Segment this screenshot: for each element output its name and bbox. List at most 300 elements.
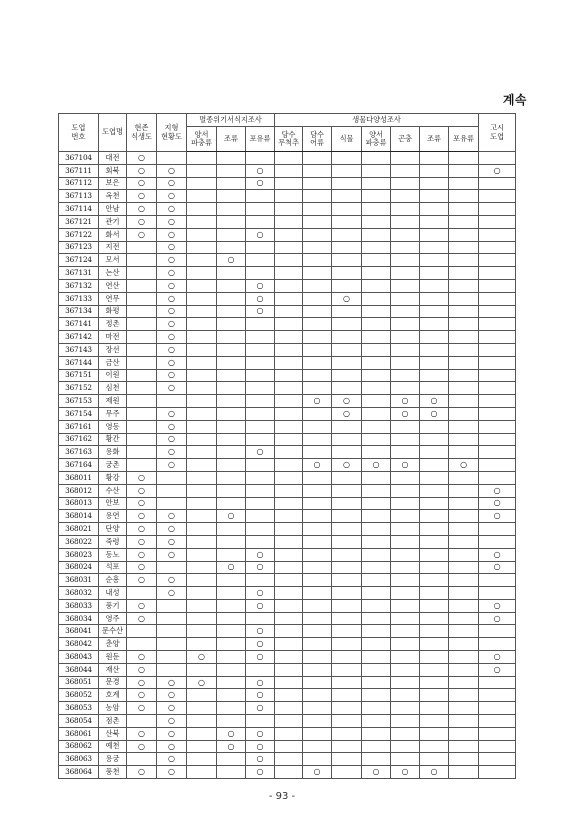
empty-cell <box>187 331 217 344</box>
check-mark-cell: ○ <box>127 689 157 702</box>
map-name-cell: 용궁 <box>99 753 127 766</box>
empty-cell <box>332 740 362 753</box>
empty-cell <box>246 190 275 203</box>
check-mark-cell: ○ <box>157 753 187 766</box>
empty-cell <box>217 651 246 664</box>
empty-cell <box>391 625 420 638</box>
empty-cell <box>303 433 332 446</box>
empty-cell <box>275 420 303 433</box>
check-mark-cell: ○ <box>479 510 516 523</box>
empty-cell <box>479 587 516 600</box>
table-row <box>59 548 516 561</box>
empty-cell <box>362 152 391 165</box>
map-name-cell: 제원 <box>99 395 127 408</box>
empty-cell <box>449 523 479 536</box>
empty-cell <box>187 638 217 651</box>
empty-cell <box>449 625 479 638</box>
check-mark-cell: ○ <box>157 676 187 689</box>
empty-cell <box>420 241 449 254</box>
empty-cell <box>303 574 332 587</box>
empty-cell <box>187 241 217 254</box>
empty-cell <box>217 152 246 165</box>
empty-cell <box>332 471 362 484</box>
map-code-cell: 367132 <box>59 279 99 292</box>
check-mark-cell: ○ <box>127 548 157 561</box>
empty-cell <box>187 215 217 228</box>
empty-cell <box>275 292 303 305</box>
empty-cell <box>217 215 246 228</box>
check-mark-cell: ○ <box>187 676 217 689</box>
map-code-cell: 368013 <box>59 497 99 510</box>
empty-cell <box>449 561 479 574</box>
map-name-cell: 죽령 <box>99 535 127 548</box>
check-mark-cell: ○ <box>157 177 187 190</box>
empty-cell <box>391 484 420 497</box>
empty-cell <box>127 407 157 420</box>
empty-cell <box>479 292 516 305</box>
empty-cell <box>217 369 246 382</box>
empty-cell <box>479 152 516 165</box>
empty-cell <box>127 241 157 254</box>
check-mark-cell: ○ <box>246 561 275 574</box>
empty-cell <box>275 574 303 587</box>
empty-cell <box>303 228 332 241</box>
empty-cell <box>303 523 332 536</box>
empty-cell <box>275 267 303 280</box>
empty-cell <box>157 561 187 574</box>
table-row <box>59 305 516 318</box>
check-mark-cell: ○ <box>246 727 275 740</box>
empty-cell <box>362 625 391 638</box>
empty-cell <box>332 753 362 766</box>
empty-cell <box>391 727 420 740</box>
table-row <box>59 484 516 497</box>
check-mark-cell: ○ <box>157 343 187 356</box>
map-code-cell: 367121 <box>59 215 99 228</box>
table-row <box>59 625 516 638</box>
empty-cell <box>420 420 449 433</box>
header-e-amphibian: 양서 파충류 <box>187 127 217 152</box>
empty-cell <box>449 241 479 254</box>
map-name-cell: 황간 <box>99 433 127 446</box>
check-mark-cell: ○ <box>362 459 391 472</box>
empty-cell <box>449 177 479 190</box>
map-code-cell: 368043 <box>59 651 99 664</box>
empty-cell <box>127 715 157 728</box>
empty-cell <box>275 510 303 523</box>
empty-cell <box>157 638 187 651</box>
empty-cell <box>420 523 449 536</box>
empty-cell <box>187 292 217 305</box>
empty-cell <box>420 279 449 292</box>
empty-cell <box>303 599 332 612</box>
empty-cell <box>275 561 303 574</box>
page-number: - 93 - <box>268 791 296 802</box>
empty-cell <box>246 612 275 625</box>
check-mark-cell: ○ <box>479 484 516 497</box>
empty-cell <box>217 535 246 548</box>
empty-cell <box>362 190 391 203</box>
map-name-cell: 옥천 <box>99 190 127 203</box>
empty-cell <box>420 753 449 766</box>
empty-cell <box>332 663 362 676</box>
map-name-cell: 순흥 <box>99 574 127 587</box>
check-mark-cell: ○ <box>246 638 275 651</box>
check-mark-cell: ○ <box>157 587 187 600</box>
header-e-birds: 조류 <box>217 127 246 152</box>
empty-cell <box>479 740 516 753</box>
empty-cell <box>246 535 275 548</box>
empty-cell <box>362 676 391 689</box>
empty-cell <box>479 715 516 728</box>
check-mark-cell: ○ <box>217 727 246 740</box>
map-name-cell: 장선 <box>99 343 127 356</box>
empty-cell <box>479 369 516 382</box>
empty-cell <box>332 228 362 241</box>
empty-cell <box>391 318 420 331</box>
check-mark-cell: ○ <box>127 497 157 510</box>
empty-cell <box>479 535 516 548</box>
empty-cell <box>303 254 332 267</box>
header-b-mammals: 포유류 <box>449 127 479 152</box>
map-code-cell: 368042 <box>59 638 99 651</box>
check-mark-cell: ○ <box>217 740 246 753</box>
header-present-vegetation: 현존 식생도 <box>127 114 157 152</box>
empty-cell <box>332 267 362 280</box>
empty-cell <box>157 484 187 497</box>
check-mark-cell: ○ <box>479 651 516 664</box>
empty-cell <box>449 702 479 715</box>
check-mark-cell: ○ <box>127 484 157 497</box>
empty-cell <box>332 587 362 600</box>
empty-cell <box>479 395 516 408</box>
empty-cell <box>246 471 275 484</box>
map-code-cell: 367111 <box>59 164 99 177</box>
check-mark-cell: ○ <box>246 279 275 292</box>
map-code-cell: 367141 <box>59 318 99 331</box>
empty-cell <box>127 279 157 292</box>
empty-cell <box>362 740 391 753</box>
empty-cell <box>362 369 391 382</box>
empty-cell <box>391 305 420 318</box>
empty-cell <box>275 651 303 664</box>
empty-cell <box>332 318 362 331</box>
empty-cell <box>246 382 275 395</box>
check-mark-cell: ○ <box>420 395 449 408</box>
empty-cell <box>217 471 246 484</box>
empty-cell <box>391 228 420 241</box>
empty-cell <box>449 599 479 612</box>
map-code-cell: 367113 <box>59 190 99 203</box>
empty-cell <box>217 279 246 292</box>
table-row <box>59 689 516 702</box>
check-mark-cell: ○ <box>127 177 157 190</box>
empty-cell <box>479 459 516 472</box>
empty-cell <box>420 305 449 318</box>
check-mark-cell: ○ <box>332 459 362 472</box>
empty-cell <box>217 612 246 625</box>
header-notice: 고시 도엽 <box>479 114 516 152</box>
empty-cell <box>217 523 246 536</box>
empty-cell <box>157 152 187 165</box>
empty-cell <box>127 369 157 382</box>
empty-cell <box>217 459 246 472</box>
empty-cell <box>449 676 479 689</box>
empty-cell <box>479 689 516 702</box>
empty-cell <box>303 356 332 369</box>
empty-cell <box>187 561 217 574</box>
check-mark-cell: ○ <box>479 599 516 612</box>
empty-cell <box>332 561 362 574</box>
table-row <box>59 395 516 408</box>
empty-cell <box>479 356 516 369</box>
map-name-cell: 관기 <box>99 215 127 228</box>
check-mark-cell: ○ <box>246 625 275 638</box>
empty-cell <box>332 727 362 740</box>
empty-cell <box>303 561 332 574</box>
header-map-name: 도엽명 <box>99 114 127 152</box>
map-code-cell: 367152 <box>59 382 99 395</box>
empty-cell <box>362 164 391 177</box>
table-row <box>59 727 516 740</box>
empty-cell <box>420 382 449 395</box>
check-mark-cell: ○ <box>479 561 516 574</box>
empty-cell <box>187 715 217 728</box>
map-name-cell: 호계 <box>99 689 127 702</box>
map-code-cell: 368024 <box>59 561 99 574</box>
empty-cell <box>217 164 246 177</box>
map-name-cell: 문수산 <box>99 625 127 638</box>
check-mark-cell: ○ <box>127 740 157 753</box>
empty-cell <box>420 702 449 715</box>
empty-cell <box>391 267 420 280</box>
check-mark-cell: ○ <box>246 292 275 305</box>
check-mark-cell: ○ <box>157 318 187 331</box>
empty-cell <box>187 702 217 715</box>
empty-cell <box>362 535 391 548</box>
check-mark-cell: ○ <box>157 356 187 369</box>
empty-cell <box>275 484 303 497</box>
empty-cell <box>157 612 187 625</box>
map-code-cell: 368014 <box>59 510 99 523</box>
empty-cell <box>275 305 303 318</box>
empty-cell <box>127 459 157 472</box>
empty-cell <box>303 420 332 433</box>
check-mark-cell: ○ <box>479 164 516 177</box>
empty-cell <box>420 689 449 702</box>
empty-cell <box>420 228 449 241</box>
empty-cell <box>217 676 246 689</box>
table-row <box>59 535 516 548</box>
empty-cell <box>187 343 217 356</box>
check-mark-cell: ○ <box>479 497 516 510</box>
check-mark-cell: ○ <box>420 766 449 779</box>
empty-cell <box>332 331 362 344</box>
map-code-cell: 367153 <box>59 395 99 408</box>
empty-cell <box>127 753 157 766</box>
empty-cell <box>362 420 391 433</box>
map-code-cell: 368034 <box>59 612 99 625</box>
check-mark-cell: ○ <box>127 766 157 779</box>
continued-label: 계속 <box>502 93 527 107</box>
check-mark-cell: ○ <box>303 766 332 779</box>
table-row <box>59 523 516 536</box>
empty-cell <box>479 267 516 280</box>
empty-cell <box>187 369 217 382</box>
empty-cell <box>127 638 157 651</box>
table-row <box>59 203 516 216</box>
empty-cell <box>275 203 303 216</box>
empty-cell <box>362 395 391 408</box>
empty-cell <box>420 292 449 305</box>
table-row <box>59 420 516 433</box>
check-mark-cell: ○ <box>127 612 157 625</box>
map-code-cell: 367134 <box>59 305 99 318</box>
empty-cell <box>303 612 332 625</box>
empty-cell <box>217 305 246 318</box>
map-code-cell: 367162 <box>59 433 99 446</box>
empty-cell <box>332 343 362 356</box>
empty-cell <box>127 625 157 638</box>
empty-cell <box>275 356 303 369</box>
empty-cell <box>157 497 187 510</box>
table-row <box>59 561 516 574</box>
map-name-cell: 점촌 <box>99 715 127 728</box>
map-name-cell: 용화 <box>99 446 127 459</box>
empty-cell <box>420 651 449 664</box>
check-mark-cell: ○ <box>157 292 187 305</box>
table-row <box>59 715 516 728</box>
empty-cell <box>187 190 217 203</box>
empty-cell <box>303 727 332 740</box>
table-row <box>59 676 516 689</box>
empty-cell <box>420 369 449 382</box>
empty-cell <box>332 612 362 625</box>
map-name-cell: 농암 <box>99 702 127 715</box>
check-mark-cell: ○ <box>246 228 275 241</box>
check-mark-cell: ○ <box>127 190 157 203</box>
empty-cell <box>362 267 391 280</box>
map-code-cell: 367151 <box>59 369 99 382</box>
empty-cell <box>362 702 391 715</box>
empty-cell <box>217 228 246 241</box>
empty-cell <box>420 612 449 625</box>
empty-cell <box>391 382 420 395</box>
empty-cell <box>449 190 479 203</box>
empty-cell <box>187 420 217 433</box>
empty-cell <box>275 523 303 536</box>
map-name-cell: 풍기 <box>99 599 127 612</box>
empty-cell <box>362 331 391 344</box>
empty-cell <box>275 152 303 165</box>
empty-cell <box>127 343 157 356</box>
empty-cell <box>479 420 516 433</box>
empty-cell <box>391 254 420 267</box>
empty-cell <box>303 510 332 523</box>
empty-cell <box>391 702 420 715</box>
empty-cell <box>420 510 449 523</box>
map-name-cell: 석포 <box>99 561 127 574</box>
check-mark-cell: ○ <box>157 740 187 753</box>
empty-cell <box>391 433 420 446</box>
empty-cell <box>157 395 187 408</box>
empty-cell <box>449 727 479 740</box>
check-mark-cell: ○ <box>246 599 275 612</box>
empty-cell <box>275 753 303 766</box>
table-row <box>59 663 516 676</box>
empty-cell <box>303 152 332 165</box>
empty-cell <box>479 318 516 331</box>
empty-cell <box>246 510 275 523</box>
empty-cell <box>449 343 479 356</box>
empty-cell <box>332 510 362 523</box>
empty-cell <box>303 407 332 420</box>
empty-cell <box>449 612 479 625</box>
empty-cell <box>449 164 479 177</box>
empty-cell <box>187 484 217 497</box>
empty-cell <box>217 548 246 561</box>
empty-cell <box>362 343 391 356</box>
empty-cell <box>303 267 332 280</box>
table-row <box>59 433 516 446</box>
empty-cell <box>275 382 303 395</box>
empty-cell <box>362 382 391 395</box>
table-row <box>59 164 516 177</box>
empty-cell <box>187 446 217 459</box>
map-code-cell: 368062 <box>59 740 99 753</box>
empty-cell <box>391 612 420 625</box>
empty-cell <box>275 663 303 676</box>
empty-cell <box>332 651 362 664</box>
empty-cell <box>127 420 157 433</box>
check-mark-cell: ○ <box>157 164 187 177</box>
empty-cell <box>157 471 187 484</box>
empty-cell <box>362 753 391 766</box>
check-mark-cell: ○ <box>246 676 275 689</box>
empty-cell <box>479 241 516 254</box>
empty-cell <box>479 766 516 779</box>
empty-cell <box>391 587 420 600</box>
empty-cell <box>420 254 449 267</box>
table-row <box>59 343 516 356</box>
empty-cell <box>391 561 420 574</box>
empty-cell <box>303 676 332 689</box>
empty-cell <box>362 484 391 497</box>
empty-cell <box>449 497 479 510</box>
check-mark-cell: ○ <box>157 331 187 344</box>
empty-cell <box>479 574 516 587</box>
header-map-no: 도엽 번호 <box>59 114 99 152</box>
empty-cell <box>449 535 479 548</box>
empty-cell <box>303 651 332 664</box>
empty-cell <box>362 638 391 651</box>
header-b-plants: 식물 <box>332 127 362 152</box>
empty-cell <box>391 343 420 356</box>
empty-cell <box>391 279 420 292</box>
check-mark-cell: ○ <box>391 407 420 420</box>
empty-cell <box>449 663 479 676</box>
header-endangered-habitat: 멸종위기서식지조사 <box>187 114 275 127</box>
check-mark-cell: ○ <box>217 510 246 523</box>
empty-cell <box>332 152 362 165</box>
check-mark-cell: ○ <box>127 471 157 484</box>
empty-cell <box>303 484 332 497</box>
check-mark-cell: ○ <box>127 203 157 216</box>
map-name-cell: 마전 <box>99 331 127 344</box>
empty-cell <box>303 318 332 331</box>
empty-cell <box>332 241 362 254</box>
empty-cell <box>362 587 391 600</box>
